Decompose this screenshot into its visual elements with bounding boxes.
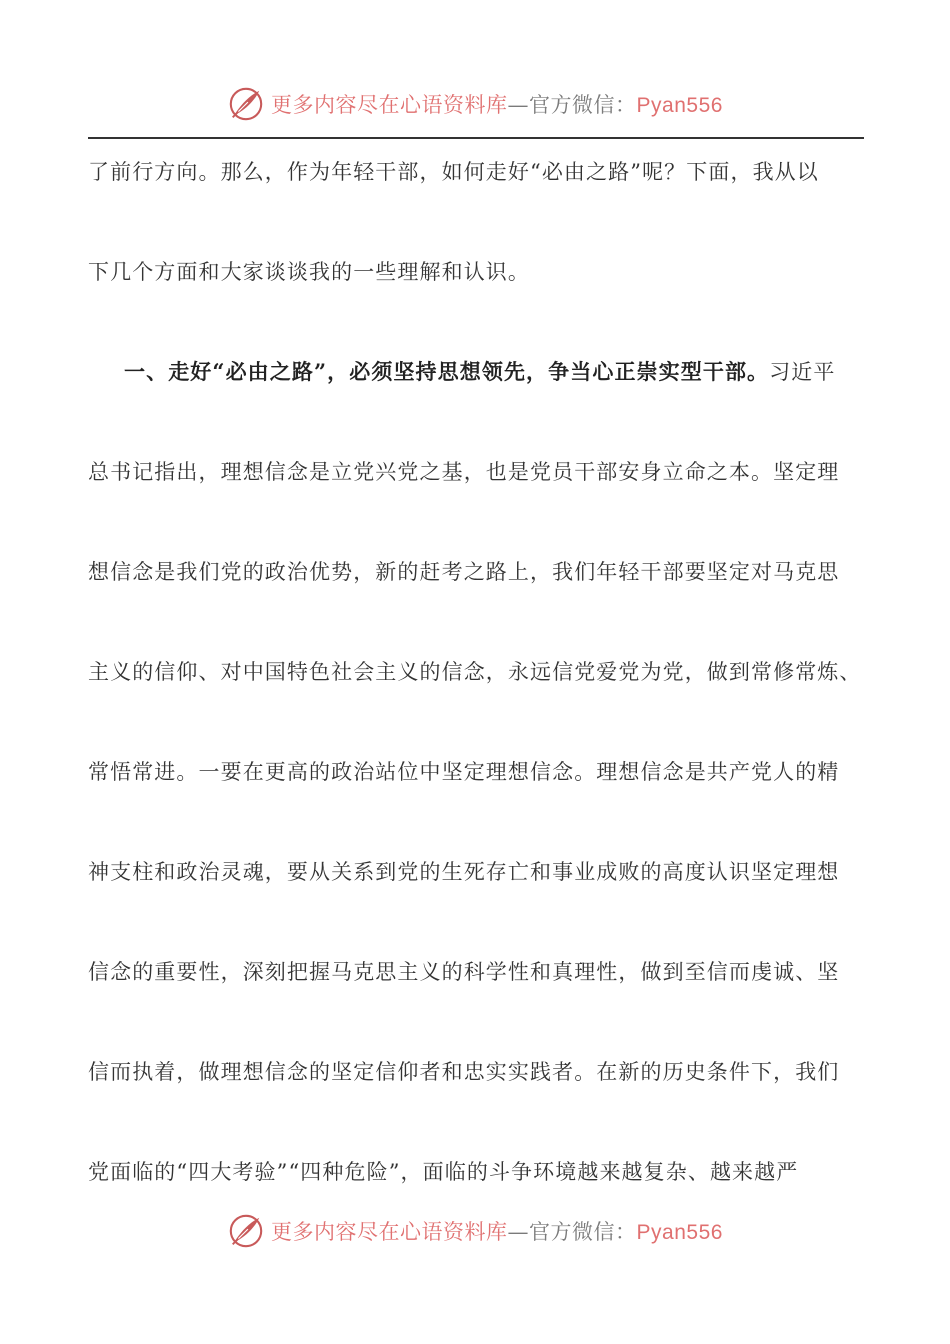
text-line: 总书记指出，理想信念是立党兴党之基，也是党员干部安身立命之本。坚定理 <box>88 460 840 484</box>
footer-banner <box>0 1211 950 1251</box>
banner-label: 官方微信： <box>529 1220 637 1244</box>
text-line: 神支柱和政治灵魂，要从关系到党的生死存亡和事业成败的高度认识坚定理想 <box>88 860 840 884</box>
banner-label: 官方微信： <box>529 93 637 117</box>
section-heading-line <box>88 350 866 450</box>
banner-separator: — <box>507 1220 530 1244</box>
text-line: 信而执着，做理想信念的坚定信仰者和忠实实践者。在新的历史条件下，我们 <box>88 1060 840 1084</box>
section-heading: 一、走好“必由之路”，必须坚持思想领先，争当心正崇实型干部。 <box>124 359 770 384</box>
text-line: 信念的重要性，深刻把握马克思主义的科学性和真理性，做到至信而虔诚、坚 <box>88 960 840 984</box>
banner-title <box>271 89 723 119</box>
text-line: 下几个方面和大家谈谈我的一些理解和认识。 <box>88 260 530 284</box>
text-line: 了前行方向。那么，作为年轻干部，如何走好“必由之路”呢？下面，我从以 <box>88 160 819 184</box>
quill-logo-icon <box>227 85 265 123</box>
banner-handle: Pyan556 <box>636 94 723 117</box>
banner-separator: — <box>507 93 530 117</box>
banner-handle: Pyan556 <box>636 1221 723 1244</box>
text-line: 党面临的“四大考验”“四种危险”，面临的斗争环境越来越复杂、越来越严 <box>88 1160 799 1184</box>
text-line: 主义的信仰、对中国特色社会主义的信念，永远信党爱党为党，做到常修常炼、 <box>88 660 862 684</box>
banner-title <box>271 1216 723 1246</box>
header-banner <box>0 84 950 124</box>
section-heading-continuation: 习近平 <box>769 360 836 384</box>
quill-logo-icon <box>227 1212 265 1250</box>
body-text <box>88 150 866 1250</box>
banner-main-text: 更多内容尽在心语资料库 <box>271 93 508 117</box>
text-line: 想信念是我们党的政治优势，新的赶考之路上，我们年轻干部要坚定对马克思 <box>88 560 840 584</box>
banner-main-text: 更多内容尽在心语资料库 <box>271 1220 508 1244</box>
text-line: 常悟常进。一要在更高的政治站位中坚定理想信念。理想信念是共产党人的精 <box>88 760 840 784</box>
header-divider <box>88 137 864 139</box>
